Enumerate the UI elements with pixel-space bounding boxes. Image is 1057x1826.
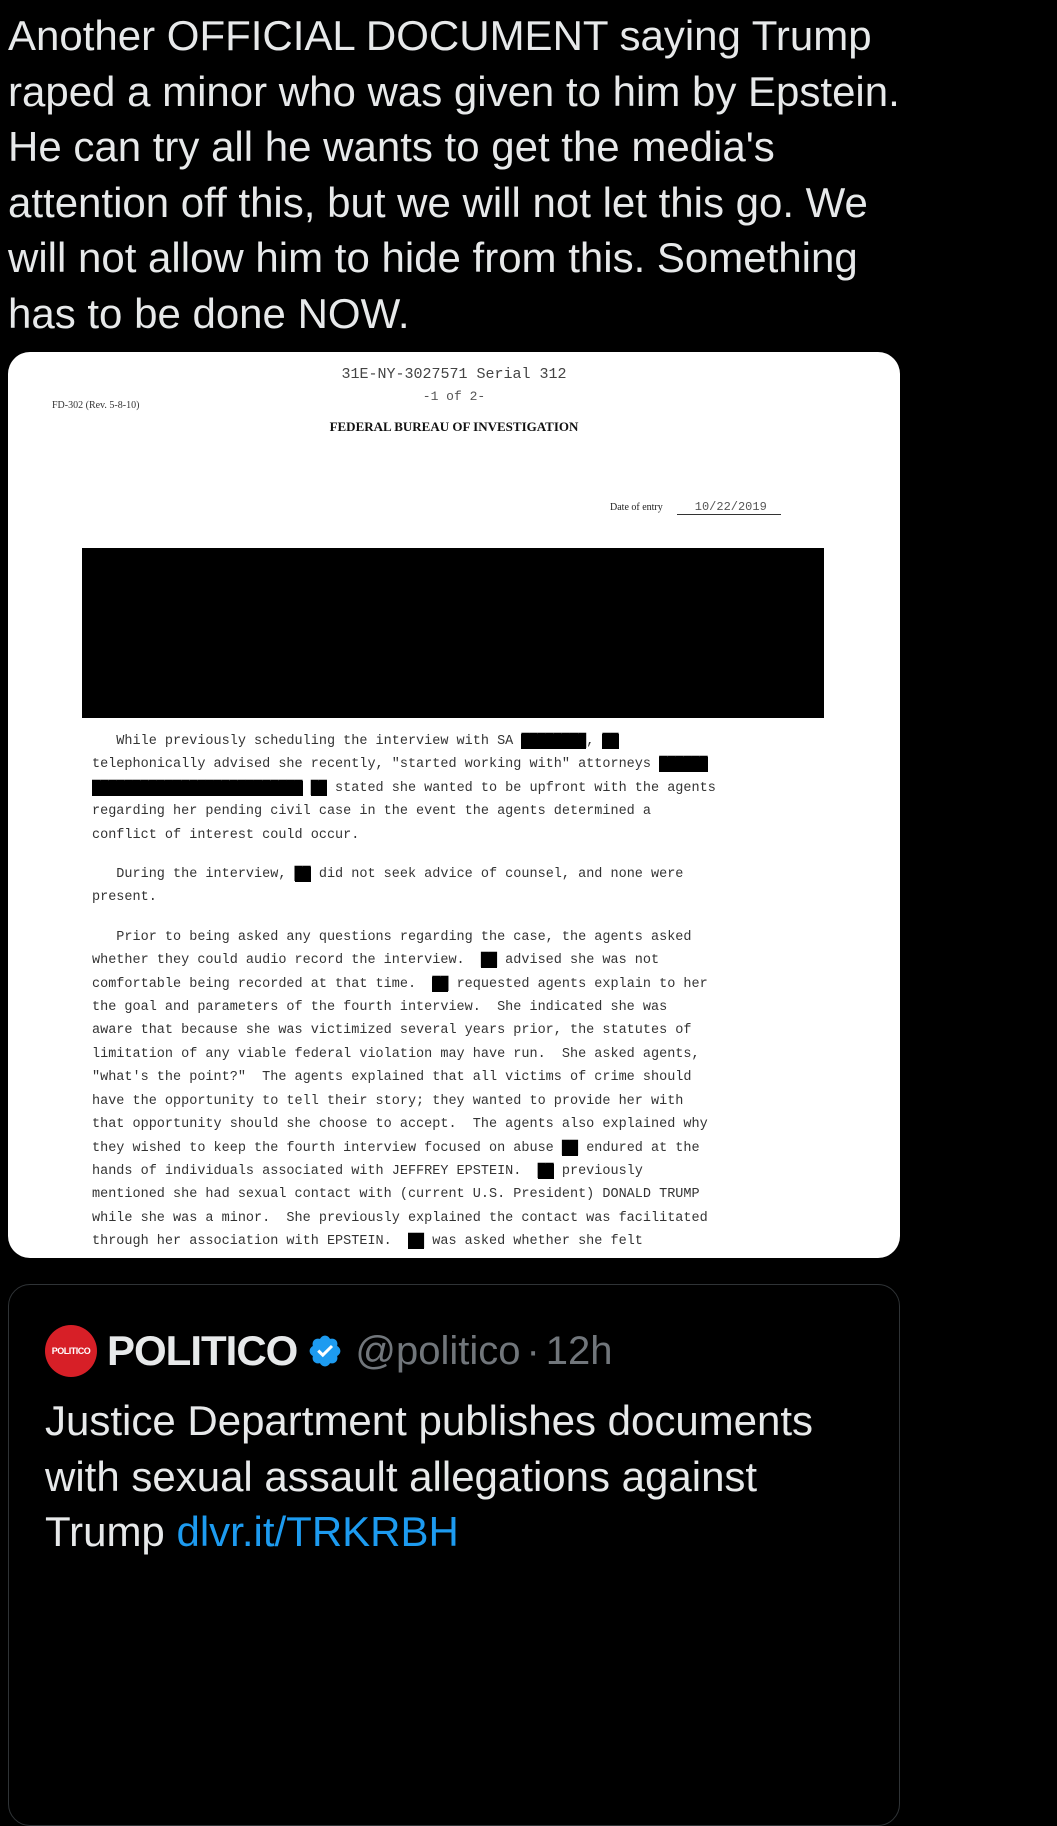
document-text: present. xyxy=(92,890,157,906)
date-label: Date of entry xyxy=(610,502,663,513)
document-line xyxy=(92,1183,716,1206)
document-line xyxy=(92,863,716,886)
document-text: limitation of any viable federal violation may have run. She asked agents, xyxy=(92,1046,700,1062)
document-line xyxy=(92,1137,716,1160)
document-text: mentioned she had sexual contact with (current U.S. President) DONALD TRUMP xyxy=(92,1187,700,1203)
document-line xyxy=(92,1160,716,1183)
document-serial: 31E-NY-3027571 Serial 312 xyxy=(341,366,567,383)
document-line xyxy=(92,800,716,823)
redaction: ██████████████████████████ xyxy=(92,780,303,796)
redaction: ██████ xyxy=(659,757,708,773)
document-agency: FEDERAL BUREAU OF INVESTIGATION xyxy=(329,419,579,434)
quoted-text: Justice Department publishes documents with sexual assault allegations against Trump xyxy=(45,1397,814,1555)
document-line xyxy=(92,1113,716,1136)
document-text: telephonically advised she recently, "started working with" attorneys xyxy=(92,757,660,773)
document-paragraph xyxy=(92,926,716,1254)
quoted-tweet-header xyxy=(45,1321,613,1381)
document-line xyxy=(92,824,716,847)
document-date-entry xyxy=(610,500,781,515)
redaction: ██ xyxy=(310,780,327,796)
document-text: requested agents explain to her xyxy=(448,976,708,992)
tweet-media-document[interactable] xyxy=(8,352,900,1258)
date-value: 10/22/2019 xyxy=(677,500,781,515)
document-line xyxy=(92,926,716,949)
document-line xyxy=(92,753,716,776)
author-name[interactable]: POLITICO xyxy=(107,1327,298,1374)
document-form-id: FD-302 (Rev. 5-8-10) xyxy=(52,400,140,411)
document-paragraph xyxy=(92,863,716,910)
document-text: was asked whether she felt xyxy=(424,1234,643,1250)
document-text: through her association with EPSTEIN. xyxy=(92,1234,408,1250)
redaction: ██ xyxy=(407,1234,425,1250)
document-text: advised she was not xyxy=(497,953,660,969)
document-text: During the interview, xyxy=(92,867,295,883)
document-text: did not seek advice of counsel, and none were xyxy=(310,867,684,883)
verified-badge-icon xyxy=(307,1333,343,1369)
document-line xyxy=(92,1043,716,1066)
document-text: endured at the xyxy=(578,1140,700,1156)
document-line xyxy=(92,1019,716,1042)
redaction: ██ xyxy=(537,1163,554,1179)
document-text: that opportunity should she choose to accept. The agents also explained why xyxy=(92,1117,708,1133)
quoted-tweet-text xyxy=(45,1393,885,1560)
document-line xyxy=(92,1090,716,1113)
document-text: While previously scheduling the interview with SA xyxy=(92,734,522,749)
quoted-tweet[interactable] xyxy=(8,1284,900,1826)
document-line xyxy=(92,886,716,909)
document-line xyxy=(92,777,716,800)
document-text: the goal and parameters of the fourth interview. She indicated she was xyxy=(92,1000,668,1016)
document-text: , xyxy=(586,734,603,749)
document-line xyxy=(92,996,716,1019)
document-text: aware that because she was victimized several years prior, the statutes of xyxy=(92,1023,692,1039)
document-text: stated she wanted to be upfront with the agents xyxy=(326,780,716,796)
redaction: ██ xyxy=(602,734,619,749)
document-text xyxy=(303,781,311,796)
quoted-link[interactable]: dlvr.it/TRKRBH xyxy=(176,1508,459,1555)
document-text: regarding her pending civil case in the event the agents determined a xyxy=(92,804,651,820)
document-text: comfortable being recorded at that time. xyxy=(92,976,433,992)
document-paragraph xyxy=(92,730,716,847)
document-text: whether they could audio record the interview. xyxy=(92,953,481,969)
document-text: hands of individuals associated with JEFFREY EPSTEIN. xyxy=(92,1163,538,1179)
redaction: ██ xyxy=(432,976,449,992)
tweet-text: Another OFFICIAL DOCUMENT saying Trump raped a minor who was given to him by Epstein. He can try all he wants to get the media's attention off this, but we will not let this go. We will not allow him to hide from this. Something has to be done NOW. xyxy=(8,12,900,337)
redaction: ████████ xyxy=(521,734,587,749)
document-text: conflict of interest could occur. xyxy=(92,827,360,843)
redaction: ██ xyxy=(480,953,498,969)
redaction: ██ xyxy=(294,867,311,883)
document-text: previously xyxy=(553,1163,643,1179)
document-line xyxy=(92,949,716,972)
document-text: "what's the point?" The agents explained that all victims of crime should xyxy=(92,1070,692,1086)
document-page-number: -1 of 2- xyxy=(422,389,486,404)
document-text: Prior to being asked any questions regarding the case, the agents asked xyxy=(92,929,692,945)
document-text: have the opportunity to tell their story; they wanted to provide her with xyxy=(92,1093,684,1109)
author-handle[interactable]: @politico xyxy=(355,1328,521,1373)
timestamp[interactable]: 12h xyxy=(545,1328,613,1373)
separator: · xyxy=(526,1328,540,1373)
document-line xyxy=(92,730,716,753)
document-body xyxy=(92,730,716,1258)
document-line xyxy=(92,1207,716,1230)
redaction: ██ xyxy=(561,1140,579,1156)
document-line xyxy=(92,973,716,996)
document-line xyxy=(92,1066,716,1089)
avatar[interactable]: POLITICO xyxy=(45,1325,97,1377)
document-line xyxy=(92,1230,716,1253)
document-text: while she was a minor. She previously explained the contact was facilitated xyxy=(92,1210,708,1226)
document-text: they wished to keep the fourth interview focused on abuse xyxy=(92,1140,562,1156)
redaction-block xyxy=(82,548,824,718)
